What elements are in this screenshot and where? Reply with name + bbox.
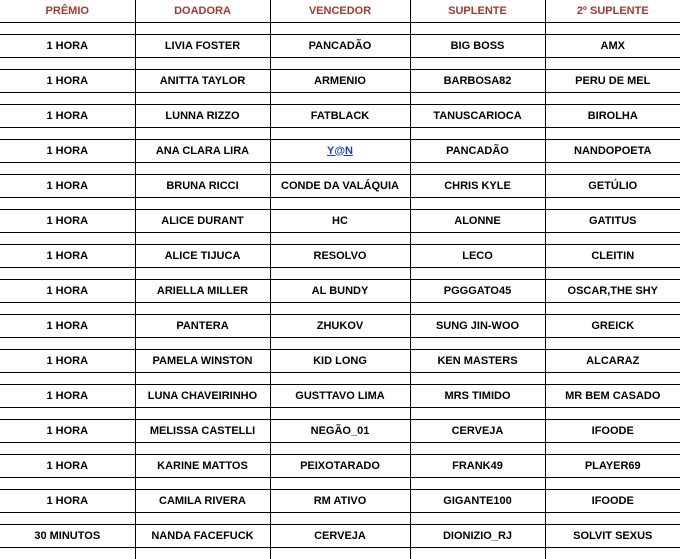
premio-value: 1 HORA [46, 215, 88, 227]
suplente-value: MRS TIMIDO [445, 390, 511, 402]
header-doadora[interactable]: DOADORA [135, 0, 270, 23]
cell-suplente2[interactable] [545, 210, 680, 233]
cell-suplente[interactable] [410, 210, 545, 233]
cell-vencedor[interactable] [270, 455, 410, 478]
empty-cell[interactable] [545, 338, 680, 350]
cell-suplente2[interactable] [545, 455, 680, 478]
cell-suplente[interactable] [410, 350, 545, 373]
cell-premio[interactable] [0, 490, 135, 513]
table-row [0, 350, 680, 373]
cell-vencedor[interactable] [270, 70, 410, 93]
doadora-value: ARIELLA MILLER [157, 285, 248, 297]
empty-cell[interactable] [410, 233, 545, 245]
empty-cell[interactable] [545, 548, 680, 559]
vencedor-value: ARMENIO [314, 75, 366, 87]
cell-suplente2[interactable] [545, 280, 680, 303]
cell-vencedor[interactable] [270, 35, 410, 58]
vencedor-value: CERVEJA [314, 530, 366, 542]
empty-cell[interactable] [0, 373, 135, 385]
suplente-value: CERVEJA [452, 425, 504, 437]
premio-value: 1 HORA [46, 460, 88, 472]
spacer-row [0, 408, 680, 420]
header-suplente[interactable]: SUPLENTE [410, 0, 545, 23]
doadora-value: PANTERA [176, 320, 228, 332]
empty-cell[interactable] [410, 548, 545, 559]
empty-cell[interactable] [135, 23, 270, 35]
suplente-value: DIONIZIO_RJ [443, 530, 512, 542]
premio-value: 1 HORA [46, 355, 88, 367]
empty-cell[interactable] [135, 548, 270, 559]
cell-doadora[interactable] [135, 210, 270, 233]
premio-value: 1 HORA [46, 425, 88, 437]
cell-vencedor[interactable] [270, 245, 410, 268]
suplente2-value: OSCAR,THE SHY [568, 285, 658, 297]
premio-value: 1 HORA [46, 110, 88, 122]
cell-suplente2[interactable] [545, 420, 680, 443]
table-row [0, 385, 680, 408]
cell-suplente2[interactable] [545, 35, 680, 58]
doadora-value: ANITTA TAYLOR [160, 75, 246, 87]
cell-suplente[interactable] [410, 140, 545, 163]
table-body [0, 23, 680, 559]
vencedor-value: PEIXOTARADO [300, 460, 380, 472]
premio-value: 1 HORA [46, 250, 88, 262]
suplente-value: KEN MASTERS [437, 355, 517, 367]
cell-premio[interactable] [0, 385, 135, 408]
cell-suplente2[interactable] [545, 490, 680, 513]
doadora-value: MELISSA CASTELLI [150, 425, 255, 437]
table-row [0, 105, 680, 128]
vencedor-value: NEGÃO_01 [311, 425, 370, 437]
cell-suplente2[interactable] [545, 315, 680, 338]
table-row [0, 140, 680, 163]
empty-cell[interactable] [0, 128, 135, 140]
spacer-row [0, 233, 680, 245]
spacer-row [0, 93, 680, 105]
suplente-value: PANCADÃO [446, 145, 509, 157]
vencedor-value: ZHUKOV [317, 320, 363, 332]
empty-cell[interactable] [135, 408, 270, 420]
cell-suplente[interactable] [410, 175, 545, 198]
cell-premio[interactable] [0, 245, 135, 268]
table-row [0, 420, 680, 443]
suplente2-value: IFOODE [592, 495, 634, 507]
suplente2-value: CLEITIN [591, 250, 634, 262]
spacer-row [0, 373, 680, 385]
cell-suplente[interactable] [410, 420, 545, 443]
empty-cell[interactable] [135, 443, 270, 455]
cell-suplente2[interactable] [545, 245, 680, 268]
spacer-row [0, 513, 680, 525]
suplente-value: BIG BOSS [451, 40, 505, 52]
vencedor-value: KID LONG [313, 355, 367, 367]
suplente2-value: PERU DE MEL [575, 75, 650, 87]
cell-premio[interactable] [0, 455, 135, 478]
suplente-value: LECO [462, 250, 493, 262]
empty-cell[interactable] [545, 408, 680, 420]
spacer-row [0, 58, 680, 70]
table-row [0, 455, 680, 478]
doadora-value: LUNA CHAVEIRINHO [148, 390, 257, 402]
cell-vencedor[interactable] [270, 490, 410, 513]
empty-cell[interactable] [270, 408, 410, 420]
cell-vencedor[interactable] [270, 525, 410, 548]
empty-cell[interactable] [270, 93, 410, 105]
doadora-value: NANDA FACEFUCK [151, 530, 253, 542]
empty-cell[interactable] [545, 513, 680, 525]
empty-cell[interactable] [270, 58, 410, 70]
empty-cell[interactable] [410, 303, 545, 315]
cell-vencedor[interactable] [270, 350, 410, 373]
empty-cell[interactable] [410, 443, 545, 455]
cell-doadora[interactable] [135, 35, 270, 58]
suplente2-value: BIROLHA [588, 110, 638, 122]
empty-cell[interactable] [135, 233, 270, 245]
cell-suplente[interactable] [410, 490, 545, 513]
empty-cell[interactable] [270, 373, 410, 385]
suplente2-value: ALCARAZ [586, 355, 639, 367]
cell-premio[interactable] [0, 175, 135, 198]
empty-cell[interactable] [270, 23, 410, 35]
empty-cell[interactable] [545, 198, 680, 210]
cell-vencedor[interactable] [270, 420, 410, 443]
vencedor-value: RM ATIVO [314, 495, 367, 507]
empty-cell[interactable] [270, 163, 410, 175]
empty-cell[interactable] [0, 163, 135, 175]
cell-vencedor[interactable] [270, 105, 410, 128]
empty-cell[interactable] [270, 303, 410, 315]
cell-doadora[interactable] [135, 105, 270, 128]
table-row [0, 175, 680, 198]
vencedor-value: GUSTTAVO LIMA [295, 390, 384, 402]
header-suplente-2[interactable]: 2º SUPLENTE [545, 0, 680, 23]
empty-cell[interactable] [0, 513, 135, 525]
cell-doadora[interactable] [135, 420, 270, 443]
empty-cell[interactable] [545, 303, 680, 315]
empty-cell[interactable] [270, 548, 410, 559]
cell-vencedor[interactable] [270, 210, 410, 233]
doadora-value: PAMELA WINSTON [152, 355, 252, 367]
cell-doadora[interactable] [135, 315, 270, 338]
doadora-value: BRUNA RICCI [166, 180, 238, 192]
empty-cell[interactable] [410, 93, 545, 105]
cell-doadora[interactable] [135, 280, 270, 303]
header-row [0, 0, 680, 23]
empty-cell[interactable] [135, 128, 270, 140]
empty-cell[interactable] [270, 198, 410, 210]
premio-value: 1 HORA [46, 285, 88, 297]
table-row [0, 70, 680, 93]
empty-cell[interactable] [0, 338, 135, 350]
vencedor-value: FATBLACK [311, 110, 369, 122]
vencedor-value: CONDE DA VALÁQUIA [281, 180, 399, 192]
empty-cell[interactable] [410, 198, 545, 210]
empty-cell[interactable] [135, 478, 270, 490]
empty-cell[interactable] [545, 58, 680, 70]
suplente2-value: SOLVIT SEXUS [573, 530, 652, 542]
premio-value: 1 HORA [46, 145, 88, 157]
empty-cell[interactable] [135, 303, 270, 315]
table-row [0, 525, 680, 548]
premio-value: 1 HORA [46, 75, 88, 87]
suplente-value: GIGANTE100 [443, 495, 511, 507]
cell-vencedor[interactable] [270, 280, 410, 303]
doadora-value: ALICE TIJUCA [165, 250, 241, 262]
cell-doadora[interactable] [135, 525, 270, 548]
premio-value: 30 MINUTOS [34, 530, 100, 542]
cell-suplente[interactable] [410, 70, 545, 93]
cell-doadora[interactable] [135, 245, 270, 268]
table-row [0, 210, 680, 233]
cell-suplente[interactable] [410, 280, 545, 303]
suplente-value: ALONNE [454, 215, 500, 227]
empty-cell[interactable] [270, 128, 410, 140]
empty-cell[interactable] [270, 268, 410, 280]
cell-premio[interactable] [0, 70, 135, 93]
suplente2-value: AMX [601, 40, 625, 52]
cell-doadora[interactable] [135, 140, 270, 163]
empty-cell[interactable] [410, 513, 545, 525]
table-row [0, 280, 680, 303]
empty-cell[interactable] [410, 338, 545, 350]
cell-premio[interactable] [0, 105, 135, 128]
empty-cell[interactable] [410, 58, 545, 70]
empty-cell[interactable] [410, 163, 545, 175]
table-row [0, 490, 680, 513]
cell-vencedor[interactable] [270, 385, 410, 408]
suplente-value: SUNG JIN-WOO [436, 320, 519, 332]
spacer-row [0, 478, 680, 490]
empty-cell[interactable] [545, 23, 680, 35]
empty-cell[interactable] [0, 58, 135, 70]
header-vencedor[interactable]: VENCEDOR [270, 0, 410, 23]
empty-cell[interactable] [270, 513, 410, 525]
cell-doadora[interactable] [135, 70, 270, 93]
spacer-row [0, 548, 680, 559]
spacer-row [0, 338, 680, 350]
premio-value: 1 HORA [46, 495, 88, 507]
spacer-row [0, 163, 680, 175]
cell-premio[interactable] [0, 210, 135, 233]
empty-cell[interactable] [135, 513, 270, 525]
spacer-row [0, 198, 680, 210]
empty-cell[interactable] [545, 128, 680, 140]
vencedor-value: HC [332, 215, 348, 227]
premio-value: 1 HORA [46, 320, 88, 332]
cell-vencedor[interactable] [270, 315, 410, 338]
empty-cell[interactable] [270, 478, 410, 490]
empty-cell[interactable] [135, 58, 270, 70]
cell-suplente2[interactable] [545, 140, 680, 163]
suplente2-value: IFOODE [592, 425, 634, 437]
suplente-value: FRANK49 [452, 460, 503, 472]
cell-suplente2[interactable] [545, 350, 680, 373]
empty-cell[interactable] [135, 338, 270, 350]
empty-cell[interactable] [135, 373, 270, 385]
empty-cell[interactable] [0, 23, 135, 35]
premio-value: 1 HORA [46, 180, 88, 192]
cell-vencedor[interactable] [270, 140, 410, 163]
header-premio[interactable]: PRÊMIO [0, 0, 135, 23]
cell-suplente2[interactable] [545, 525, 680, 548]
empty-cell[interactable] [135, 163, 270, 175]
table-row [0, 35, 680, 58]
suplente2-value: NANDOPOETA [574, 145, 651, 157]
cell-suplente2[interactable] [545, 385, 680, 408]
suplente2-value: PLAYER69 [585, 460, 641, 472]
table-row [0, 315, 680, 338]
cell-suplente[interactable] [410, 385, 545, 408]
empty-cell[interactable] [270, 338, 410, 350]
empty-cell[interactable] [0, 268, 135, 280]
cell-suplente2[interactable] [545, 70, 680, 93]
cell-vencedor[interactable] [270, 175, 410, 198]
empty-cell[interactable] [410, 478, 545, 490]
cell-doadora[interactable] [135, 455, 270, 478]
empty-cell[interactable] [545, 163, 680, 175]
suplente2-value: GETÚLIO [588, 180, 637, 192]
empty-cell[interactable] [545, 373, 680, 385]
vencedor-value: PANCADÃO [309, 40, 372, 52]
suplente-value: TANUSCARIOCA [433, 110, 521, 122]
cell-suplente2[interactable] [545, 175, 680, 198]
vencedor-value: RESOLVO [314, 250, 367, 262]
cell-doadora[interactable] [135, 490, 270, 513]
empty-cell[interactable] [545, 443, 680, 455]
empty-cell[interactable] [0, 408, 135, 420]
empty-cell[interactable] [545, 268, 680, 280]
empty-cell[interactable] [135, 268, 270, 280]
premio-value: 1 HORA [46, 40, 88, 52]
empty-cell[interactable] [0, 443, 135, 455]
empty-cell[interactable] [545, 233, 680, 245]
suplente2-value: MR BEM CASADO [565, 390, 660, 402]
vencedor-value: AL BUNDY [312, 285, 369, 297]
empty-cell[interactable] [545, 478, 680, 490]
doadora-value: LUNNA RIZZO [165, 110, 239, 122]
empty-cell[interactable] [270, 443, 410, 455]
cell-doadora[interactable] [135, 175, 270, 198]
empty-cell[interactable] [0, 478, 135, 490]
vencedor-link[interactable]: Y@N [327, 145, 353, 157]
empty-cell[interactable] [0, 303, 135, 315]
cell-premio[interactable] [0, 525, 135, 548]
table-row [0, 245, 680, 268]
empty-cell[interactable] [135, 93, 270, 105]
cell-suplente[interactable] [410, 525, 545, 548]
suplente-value: BARBOSA82 [444, 75, 512, 87]
suplente-value: PGGGATO45 [444, 285, 511, 297]
cell-suplente[interactable] [410, 315, 545, 338]
cell-premio[interactable] [0, 140, 135, 163]
empty-cell[interactable] [0, 233, 135, 245]
cell-suplente[interactable] [410, 455, 545, 478]
empty-cell[interactable] [135, 198, 270, 210]
suplente-value: CHRIS KYLE [444, 180, 511, 192]
suplente2-value: GATITUS [589, 215, 636, 227]
spacer-row [0, 443, 680, 455]
cell-premio[interactable] [0, 315, 135, 338]
doadora-value: KARINE MATTOS [157, 460, 248, 472]
premio-value: 1 HORA [46, 390, 88, 402]
cell-premio[interactable] [0, 420, 135, 443]
empty-cell[interactable] [410, 268, 545, 280]
cell-suplente[interactable] [410, 105, 545, 128]
empty-cell[interactable] [410, 128, 545, 140]
empty-cell[interactable] [545, 93, 680, 105]
doadora-value: CAMILA RIVERA [159, 495, 246, 507]
doadora-value: ANA CLARA LIRA [156, 145, 249, 157]
spacer-row [0, 268, 680, 280]
suplente2-value: GREICK [591, 320, 634, 332]
cell-suplente2[interactable] [545, 105, 680, 128]
empty-cell[interactable] [0, 548, 135, 559]
cell-suplente[interactable] [410, 245, 545, 268]
cell-doadora[interactable] [135, 385, 270, 408]
cell-premio[interactable] [0, 280, 135, 303]
cell-premio[interactable] [0, 350, 135, 373]
spacer-row [0, 128, 680, 140]
spacer-row [0, 303, 680, 315]
empty-cell[interactable] [410, 373, 545, 385]
doadora-value: ALICE DURANT [161, 215, 244, 227]
spacer-row [0, 23, 680, 35]
doadora-value: LIVIA FOSTER [165, 40, 240, 52]
cell-suplente[interactable] [410, 35, 545, 58]
empty-cell[interactable] [0, 93, 135, 105]
empty-cell[interactable] [410, 23, 545, 35]
cell-doadora[interactable] [135, 350, 270, 373]
empty-cell[interactable] [410, 408, 545, 420]
empty-cell[interactable] [270, 233, 410, 245]
cell-premio[interactable] [0, 35, 135, 58]
empty-cell[interactable] [0, 198, 135, 210]
